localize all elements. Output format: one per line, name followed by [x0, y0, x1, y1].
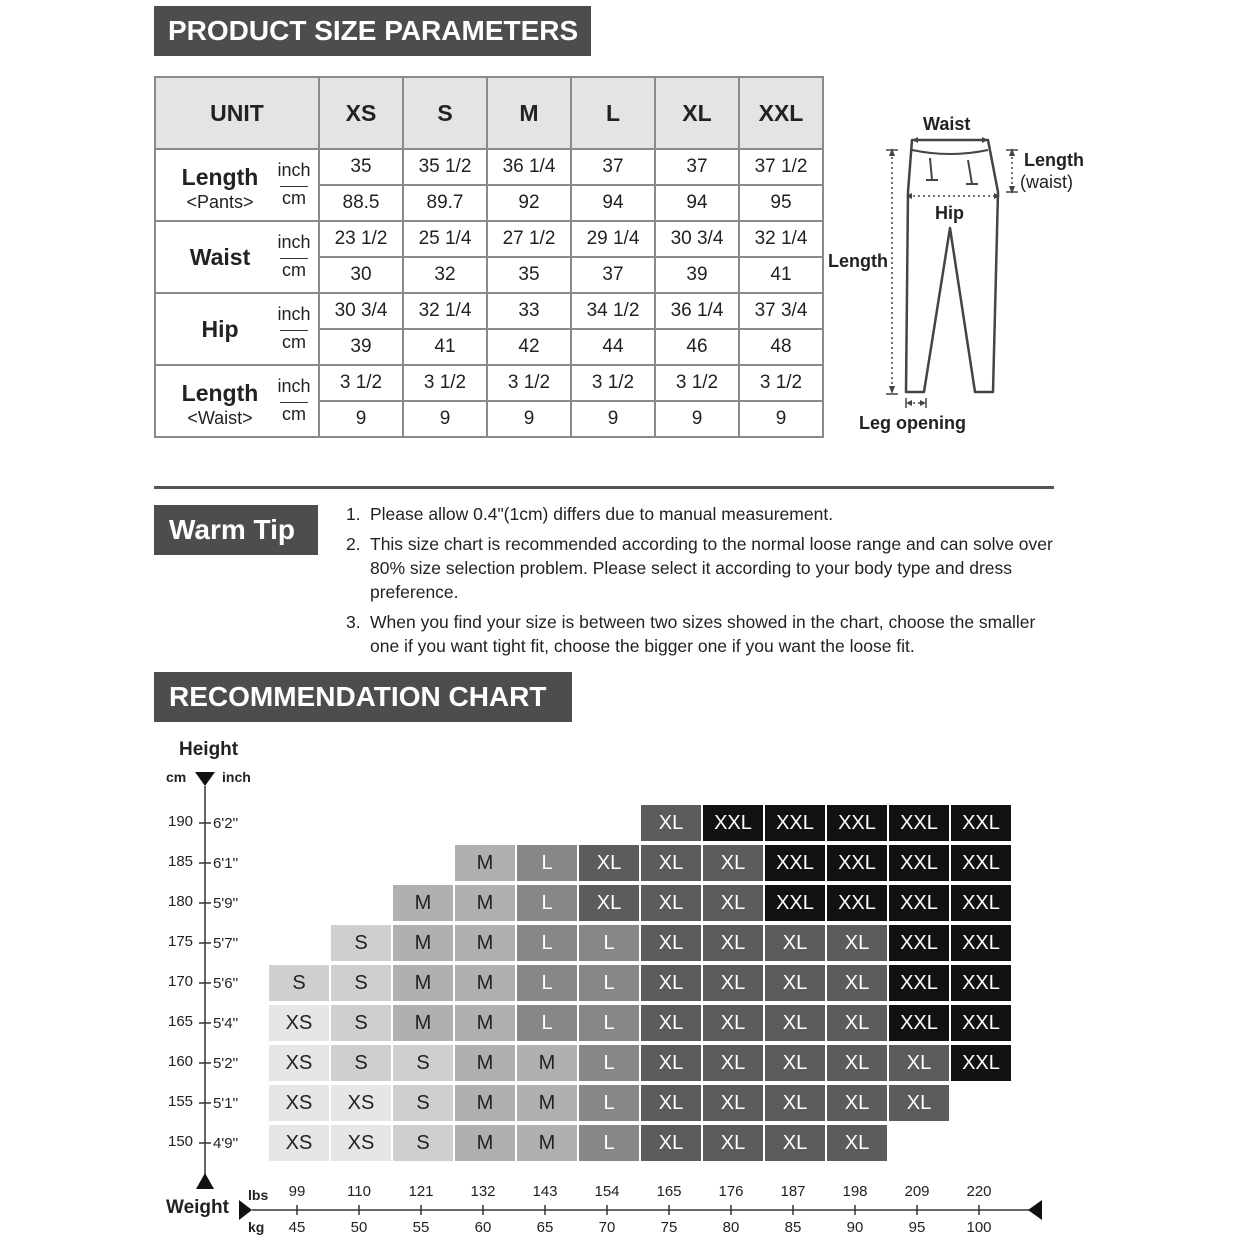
- value-cm: 41: [403, 329, 487, 365]
- tip-number: 2.: [346, 534, 361, 554]
- value-cm: 46: [655, 329, 739, 365]
- value-cm: 95: [739, 185, 823, 221]
- size-cell-xxl: XXL: [951, 845, 1011, 881]
- height-tick-inch: 4'9'': [213, 1135, 239, 1152]
- weight-unit-lbs: lbs: [248, 1187, 269, 1203]
- value-cm: 9: [487, 401, 571, 437]
- size-cell-xxl: XXL: [889, 845, 949, 881]
- height-tick-cm: 190: [168, 813, 194, 830]
- size-cell-xl: XL: [703, 965, 763, 1001]
- weight-tick-kg: 60: [474, 1219, 492, 1236]
- size-cell-xl: XL: [827, 1085, 887, 1121]
- diagram-length-waist-label: Length: [1024, 150, 1084, 170]
- size-cell-xl: XL: [765, 1005, 825, 1041]
- height-tick-cm: 170: [168, 973, 194, 990]
- size-cell-xxl: XXL: [951, 885, 1011, 921]
- size-cell-xl: XL: [765, 1125, 825, 1161]
- weight-tick-lbs: 143: [532, 1183, 558, 1200]
- tip-text: This size chart is recommended according to the normal loose range and can solve over 80% size selection problem. Please select it according to your body type and dress preference.: [370, 534, 1053, 602]
- value-inch: 23 1/2: [319, 221, 403, 257]
- size-cell-m: M: [517, 1085, 577, 1121]
- value-inch: 3 1/2: [739, 365, 823, 401]
- weight-axis-right-arrow-icon: [1028, 1200, 1042, 1220]
- weight-tick-lbs: 187: [780, 1183, 806, 1200]
- value-inch: 35: [319, 149, 403, 185]
- tip-text: When you find your size is between two sizes showed in the chart, choose the smaller one if you want tight fit, choose the bigger one if you want the loose fit.: [370, 612, 1036, 656]
- size-cell-l: L: [517, 845, 577, 881]
- size-cell-s: S: [393, 1085, 453, 1121]
- size-cell-l: L: [517, 965, 577, 1001]
- measurement-sublabel: <Pants>: [186, 192, 254, 212]
- size-cell-xl: XL: [703, 1005, 763, 1041]
- size-cell-xl: XL: [703, 845, 763, 881]
- value-inch: 30 3/4: [319, 293, 403, 329]
- value-cm: 42: [487, 329, 571, 365]
- size-header-s: S: [403, 77, 487, 149]
- value-inch: 3 1/2: [319, 365, 403, 401]
- size-cell-xxl: XXL: [889, 1005, 949, 1041]
- weight-tick-lbs: 165: [656, 1183, 682, 1200]
- height-unit-cm: cm: [166, 769, 187, 785]
- size-cell-m: M: [455, 1045, 515, 1081]
- measurement-name: Hip: [201, 316, 239, 342]
- height-tick-inch: 6'2'': [213, 815, 239, 832]
- size-cell-m: M: [455, 885, 515, 921]
- size-cell-xxl: XXL: [765, 805, 825, 841]
- value-cm: 41: [739, 257, 823, 293]
- unit-header: UNIT: [155, 77, 319, 149]
- size-cell-xl: XL: [641, 1005, 701, 1041]
- weight-tick-lbs: 198: [842, 1183, 868, 1200]
- weight-tick-kg: 85: [784, 1219, 802, 1236]
- weight-tick-lbs: 99: [288, 1183, 306, 1200]
- height-tick-cm: 165: [168, 1013, 194, 1030]
- size-cell-m: M: [393, 965, 453, 1001]
- size-cell-m: M: [455, 845, 515, 881]
- size-cell-xl: XL: [827, 1045, 887, 1081]
- value-inch: 37 1/2: [739, 149, 823, 185]
- measurement-sublabel: <Waist>: [187, 408, 253, 428]
- height-tick-cm: 160: [168, 1053, 194, 1070]
- size-cell-s: S: [393, 1045, 453, 1081]
- size-cell-xxl: XXL: [827, 845, 887, 881]
- size-cell-l: L: [517, 885, 577, 921]
- size-cell-xxl: XXL: [951, 1005, 1011, 1041]
- size-cell-xl: XL: [827, 1005, 887, 1041]
- unit-inch-label: inch: [277, 376, 311, 396]
- size-cell-xl: XL: [641, 1045, 701, 1081]
- measurement-name: Length: [181, 164, 259, 190]
- size-cell-l: L: [579, 1005, 639, 1041]
- size-cell-m: M: [517, 1045, 577, 1081]
- unit-cm-label: cm: [282, 260, 306, 280]
- height-tick-cm: 180: [168, 893, 194, 910]
- value-cm: 9: [403, 401, 487, 437]
- height-tick-cm: 155: [168, 1093, 194, 1110]
- size-cell-m: M: [393, 925, 453, 961]
- weight-tick-lbs: 110: [347, 1183, 371, 1200]
- value-inch: 36 1/4: [655, 293, 739, 329]
- weight-unit-kg: kg: [248, 1219, 265, 1235]
- size-cell-l: L: [579, 1125, 639, 1161]
- size-cell-xs: XS: [269, 1005, 329, 1041]
- size-cell-xl: XL: [641, 805, 701, 841]
- value-cm: 30: [319, 257, 403, 293]
- size-cell-xl: XL: [641, 965, 701, 1001]
- weight-tick-kg: 95: [908, 1219, 926, 1236]
- value-cm: 9: [571, 401, 655, 437]
- size-cell-xl: XL: [889, 1085, 949, 1121]
- height-tick-inch: 5'2'': [213, 1055, 239, 1072]
- size-cell-xxl: XXL: [889, 925, 949, 961]
- size-cell-xl: XL: [579, 885, 639, 921]
- value-inch: 37: [571, 149, 655, 185]
- size-cell-m: M: [455, 965, 515, 1001]
- size-cell-xxl: XXL: [951, 925, 1011, 961]
- size-cell-m: M: [393, 1005, 453, 1041]
- value-cm: 9: [655, 401, 739, 437]
- size-cell-l: L: [517, 925, 577, 961]
- measurement-name: Length: [181, 380, 259, 406]
- unit-cm-label: cm: [282, 332, 306, 352]
- weight-axis-title: Weight: [166, 1197, 229, 1218]
- size-cell-xs: XS: [269, 1045, 329, 1081]
- size-cell-xl: XL: [703, 1125, 763, 1161]
- value-cm: 88.5: [319, 185, 403, 221]
- height-axis-arrow-icon: [195, 772, 215, 786]
- value-inch: 32 1/4: [403, 293, 487, 329]
- size-cell-m: M: [455, 1005, 515, 1041]
- size-cell-xs: XS: [269, 1085, 329, 1121]
- value-inch: 25 1/4: [403, 221, 487, 257]
- value-inch: 32 1/4: [739, 221, 823, 257]
- value-inch: 3 1/2: [403, 365, 487, 401]
- value-cm: 9: [319, 401, 403, 437]
- weight-tick-lbs: 121: [408, 1183, 434, 1200]
- weight-tick-kg: 70: [598, 1219, 616, 1236]
- value-inch: 29 1/4: [571, 221, 655, 257]
- size-header-m: M: [487, 77, 571, 149]
- size-cell-xxl: XXL: [951, 965, 1011, 1001]
- size-cell-xxl: XXL: [827, 885, 887, 921]
- size-cell-xl: XL: [641, 845, 701, 881]
- value-cm: 94: [655, 185, 739, 221]
- size-cell-xxl: XXL: [765, 885, 825, 921]
- height-axis-bottom-arrow-icon: [196, 1173, 214, 1189]
- height-tick-inch: 5'6'': [213, 975, 239, 992]
- weight-tick-kg: 100: [966, 1219, 992, 1236]
- size-cell-xl: XL: [579, 845, 639, 881]
- diagram-hip-label: Hip: [935, 203, 964, 223]
- size-cell-xl: XL: [765, 925, 825, 961]
- size-cell-xl: XL: [889, 1045, 949, 1081]
- size-cell-xxl: XXL: [889, 885, 949, 921]
- weight-tick-lbs: 209: [904, 1183, 930, 1200]
- size-header-xs: XS: [319, 77, 403, 149]
- unit-inch-label: inch: [277, 160, 311, 180]
- size-cell-m: M: [455, 1125, 515, 1161]
- size-cell-xl: XL: [703, 925, 763, 961]
- size-cell-l: L: [579, 965, 639, 1001]
- weight-tick-kg: 50: [350, 1219, 368, 1236]
- size-cell-xxl: XXL: [889, 965, 949, 1001]
- value-cm: 92: [487, 185, 571, 221]
- diagram-leg-opening-label: Leg opening: [859, 413, 966, 433]
- warm-tip-title: Warm Tip: [169, 514, 296, 545]
- size-cell-xxl: XXL: [765, 845, 825, 881]
- size-cell-xxl: XXL: [703, 805, 763, 841]
- weight-tick-kg: 45: [288, 1219, 306, 1236]
- size-cell-l: L: [579, 1085, 639, 1121]
- size-cell-s: S: [331, 965, 391, 1001]
- height-tick-inch: 5'7'': [213, 935, 239, 952]
- weight-tick-lbs: 154: [594, 1183, 620, 1200]
- height-tick-cm: 185: [168, 853, 194, 870]
- value-inch: 3 1/2: [655, 365, 739, 401]
- weight-tick-kg: 55: [412, 1219, 430, 1236]
- size-cell-xs: XS: [331, 1085, 391, 1121]
- size-cell-l: L: [517, 1005, 577, 1041]
- size-cell-xl: XL: [703, 1045, 763, 1081]
- height-tick-inch: 5'1'': [213, 1095, 239, 1112]
- value-inch: 34 1/2: [571, 293, 655, 329]
- unit-cm-label: cm: [282, 188, 306, 208]
- size-cell-m: M: [393, 885, 453, 921]
- value-cm: 32: [403, 257, 487, 293]
- size-cell-xl: XL: [765, 1085, 825, 1121]
- weight-tick-kg: 75: [660, 1219, 678, 1236]
- size-cell-l: L: [579, 1045, 639, 1081]
- value-cm: 37: [571, 257, 655, 293]
- height-tick-inch: 6'1'': [213, 855, 239, 872]
- weight-tick-kg: 65: [536, 1219, 554, 1236]
- value-cm: 39: [655, 257, 739, 293]
- size-cell-xl: XL: [827, 965, 887, 1001]
- size-cell-xl: XL: [765, 1045, 825, 1081]
- weight-axis-left-arrow-icon: [239, 1200, 252, 1220]
- value-cm: 94: [571, 185, 655, 221]
- height-unit-inch: inch: [222, 769, 251, 785]
- size-cell-xxl: XXL: [889, 805, 949, 841]
- size-cell-m: M: [455, 925, 515, 961]
- size-cell-xxl: XXL: [827, 805, 887, 841]
- size-cell-xl: XL: [827, 925, 887, 961]
- size-cell-m: M: [517, 1125, 577, 1161]
- size-cell-s: S: [393, 1125, 453, 1161]
- size-header-xl: XL: [655, 77, 739, 149]
- height-axis-title: Height: [179, 739, 239, 760]
- value-inch: 33: [487, 293, 571, 329]
- value-cm: 35: [487, 257, 571, 293]
- size-header-l: L: [571, 77, 655, 149]
- recommendation-title: RECOMMENDATION CHART: [169, 681, 547, 712]
- unit-inch-label: inch: [277, 304, 311, 324]
- value-cm: 9: [739, 401, 823, 437]
- size-cell-xl: XL: [703, 885, 763, 921]
- tip-text: Please allow 0.4"(1cm) differs due to manual measurement.: [370, 504, 834, 524]
- product-size-title: PRODUCT SIZE PARAMETERS: [168, 15, 579, 46]
- height-tick-inch: 5'9'': [213, 895, 239, 912]
- size-cell-xl: XL: [703, 1085, 763, 1121]
- size-cell-m: M: [455, 1085, 515, 1121]
- value-cm: 39: [319, 329, 403, 365]
- tip-number: 1.: [346, 504, 361, 524]
- measurement-name: Waist: [189, 244, 251, 270]
- size-cell-xxl: XXL: [951, 1045, 1011, 1081]
- weight-tick-lbs: 176: [718, 1183, 744, 1200]
- value-inch: 37 3/4: [739, 293, 823, 329]
- value-inch: 37: [655, 149, 739, 185]
- size-cell-s: S: [331, 1045, 391, 1081]
- size-cell-s: S: [331, 1005, 391, 1041]
- height-tick-inch: 5'4'': [213, 1015, 239, 1032]
- value-inch: 30 3/4: [655, 221, 739, 257]
- size-header-xxl: XXL: [739, 77, 823, 149]
- diagram-length-label: Length: [828, 251, 888, 271]
- size-cell-xl: XL: [641, 925, 701, 961]
- size-cell-xs: XS: [331, 1125, 391, 1161]
- height-tick-cm: 175: [168, 933, 194, 950]
- value-inch: 35 1/2: [403, 149, 487, 185]
- size-cell-l: L: [579, 925, 639, 961]
- weight-tick-kg: 90: [846, 1219, 864, 1236]
- value-inch: 3 1/2: [487, 365, 571, 401]
- diagram-waist-label: Waist: [923, 114, 971, 134]
- value-inch: 36 1/4: [487, 149, 571, 185]
- size-cell-xl: XL: [641, 1125, 701, 1161]
- tip-number: 3.: [346, 612, 361, 632]
- value-inch: 3 1/2: [571, 365, 655, 401]
- weight-tick-kg: 80: [722, 1219, 740, 1236]
- weight-tick-lbs: 220: [966, 1183, 992, 1200]
- value-cm: 89.7: [403, 185, 487, 221]
- size-cell-xl: XL: [641, 1085, 701, 1121]
- size-cell-xl: XL: [641, 885, 701, 921]
- weight-tick-lbs: 132: [470, 1183, 496, 1200]
- height-tick-cm: 150: [168, 1133, 194, 1150]
- unit-inch-label: inch: [277, 232, 311, 252]
- size-cell-s: S: [331, 925, 391, 961]
- size-cell-xxl: XXL: [951, 805, 1011, 841]
- value-inch: 27 1/2: [487, 221, 571, 257]
- size-cell-xl: XL: [827, 1125, 887, 1161]
- value-cm: 48: [739, 329, 823, 365]
- size-cell-s: S: [269, 965, 329, 1001]
- value-cm: 44: [571, 329, 655, 365]
- size-cell-xl: XL: [765, 965, 825, 1001]
- diagram-waist-sub-label: (waist): [1020, 172, 1073, 192]
- size-cell-xs: XS: [269, 1125, 329, 1161]
- unit-cm-label: cm: [282, 404, 306, 424]
